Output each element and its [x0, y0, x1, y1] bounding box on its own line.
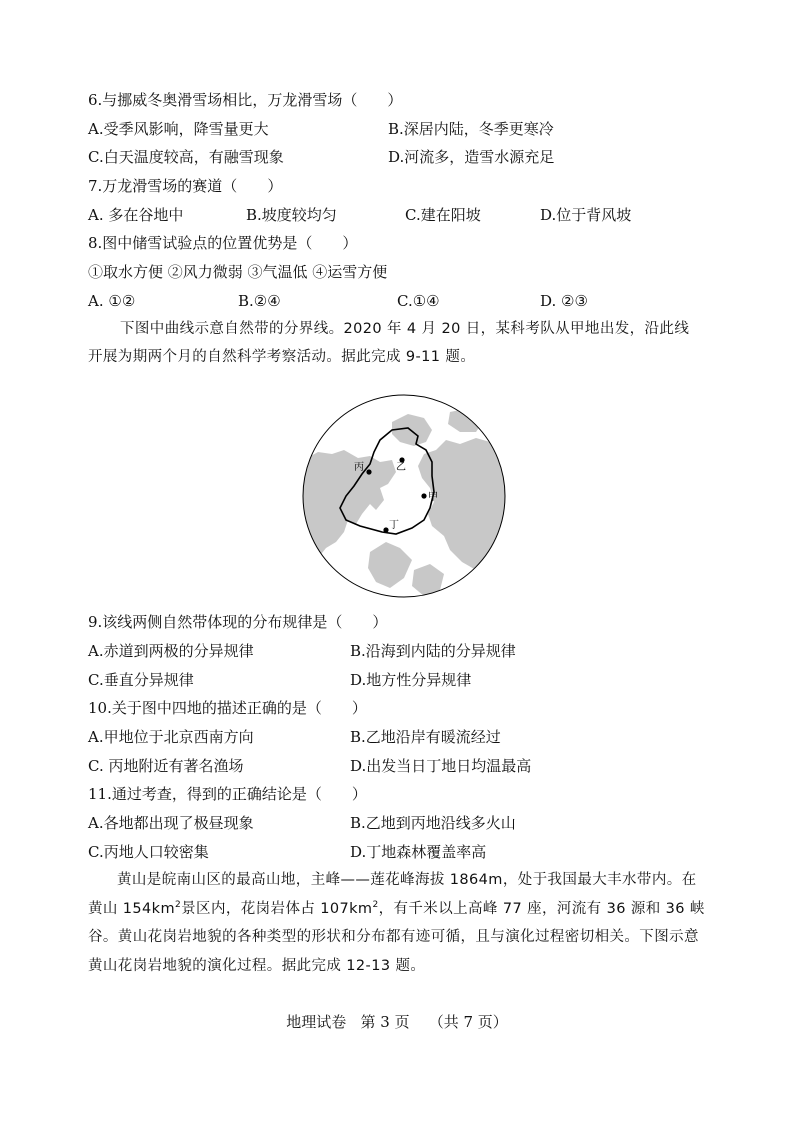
intro-12-13-part3: ，有千米以上高峰 77 座，河流有 36 源和 36 峡谷。黄山花岗岩地貌的各种类型的形状和分布都有迹可循，且与演化过程密切相关。下图示意黄山花岗岩地貌的演化过程。据此完成 12-13 题。: [88, 900, 705, 974]
q9-option-b: B.沿海到内陆的分异规律: [350, 642, 516, 660]
label-ding: 丁: [389, 520, 399, 531]
q7-option-c: C.建在阳坡: [405, 206, 481, 224]
q7-option-d: D.位于背风坡: [540, 206, 632, 224]
q6-option-c: C.白天温度较高，有融雪现象: [88, 148, 284, 166]
q8-stem: 8.图中储雪试验点的位置优势是（ ）: [88, 234, 358, 252]
label-yi: 乙: [396, 462, 406, 473]
q7-stem: 7.万龙滑雪场的赛道（ ）: [88, 177, 283, 195]
intro-12-13: [88, 866, 708, 980]
q8-items: ①取水方便 ②风力微弱 ③气温低 ④运雪方便: [88, 263, 388, 281]
q8-option-d: D. ②③: [540, 292, 588, 310]
point-jia: [421, 493, 426, 498]
intro-12-13-part2: 景区内，花岗岩体占 107km: [181, 900, 373, 917]
q6-option-b: B.深居内陆，冬季更寒冷: [388, 120, 554, 138]
q8-option-a: A. ①②: [88, 292, 136, 310]
q8-option-c: C.①④: [397, 292, 440, 310]
q10-option-b: B.乙地沿岸有暖流经过: [350, 728, 501, 746]
intro-12-13-sup1: 2: [175, 899, 182, 910]
q7-option-b: B.坡度较均匀: [246, 206, 337, 224]
polar-map: [300, 392, 508, 600]
intro-12-13-sup2: 2: [372, 899, 379, 910]
q9-stem: 9.该线两侧自然带体现的分布规律是（ ）: [88, 613, 388, 631]
intro-9-11-line2: 开展为期两个月的自然科学考察活动。据此完成 9-11 题。: [88, 349, 476, 365]
label-bing: 丙: [354, 462, 364, 473]
q11-stem: 11.通过考查，得到的正确结论是（ ）: [88, 785, 367, 803]
q11-option-b: B.乙地到丙地沿线多火山: [350, 814, 516, 832]
q10-option-a: A.甲地位于北京西南方向: [88, 728, 254, 746]
q10-option-c: C. 丙地附近有著名渔场: [88, 757, 244, 775]
q7-option-a: A. 多在谷地中: [88, 206, 184, 224]
q9-option-a: A.赤道到两极的分异规律: [88, 642, 254, 660]
intro-9-11-line1: 下图中曲线示意自然带的分界线。2020 年 4 月 20 日，某科考队从甲地出发，沿此线: [120, 321, 690, 337]
q10-stem: 10.关于图中四地的描述正确的是（ ）: [88, 699, 367, 717]
label-jia: 甲: [428, 492, 438, 503]
q8-option-b: B.②④: [238, 292, 281, 310]
point-ding: [383, 527, 388, 532]
point-bing: [366, 469, 371, 474]
q6-option-d: D.河流多，造雪水源充足: [388, 148, 555, 166]
q11-option-d: D.丁地森林覆盖率高: [350, 843, 487, 861]
intro-12-13-part1: 黄山是皖南山区的最高山地，主峰——莲花峰海拔 1864m，处于我国最大丰水带内。在黄山 154km: [88, 872, 697, 917]
footer-page: 第 3 页: [360, 1013, 410, 1031]
q9-option-d: D.地方性分异规律: [350, 671, 472, 689]
q11-option-c: C.丙地人口较密集: [88, 843, 209, 861]
footer-total: （共 7 页）: [428, 1013, 508, 1031]
page-footer: [0, 1012, 794, 1032]
q6-stem: 6.与挪威冬奥滑雪场相比，万龙滑雪场（ ）: [88, 91, 403, 109]
q10-option-d: D.出发当日丁地日均温最高: [350, 757, 532, 775]
q11-option-a: A.各地都出现了极昼现象: [88, 814, 254, 832]
q6-option-a: A.受季风影响，降雪量更大: [88, 120, 269, 138]
footer-subject: 地理试卷: [286, 1013, 347, 1031]
q9-option-c: C.垂直分异规律: [88, 671, 194, 689]
